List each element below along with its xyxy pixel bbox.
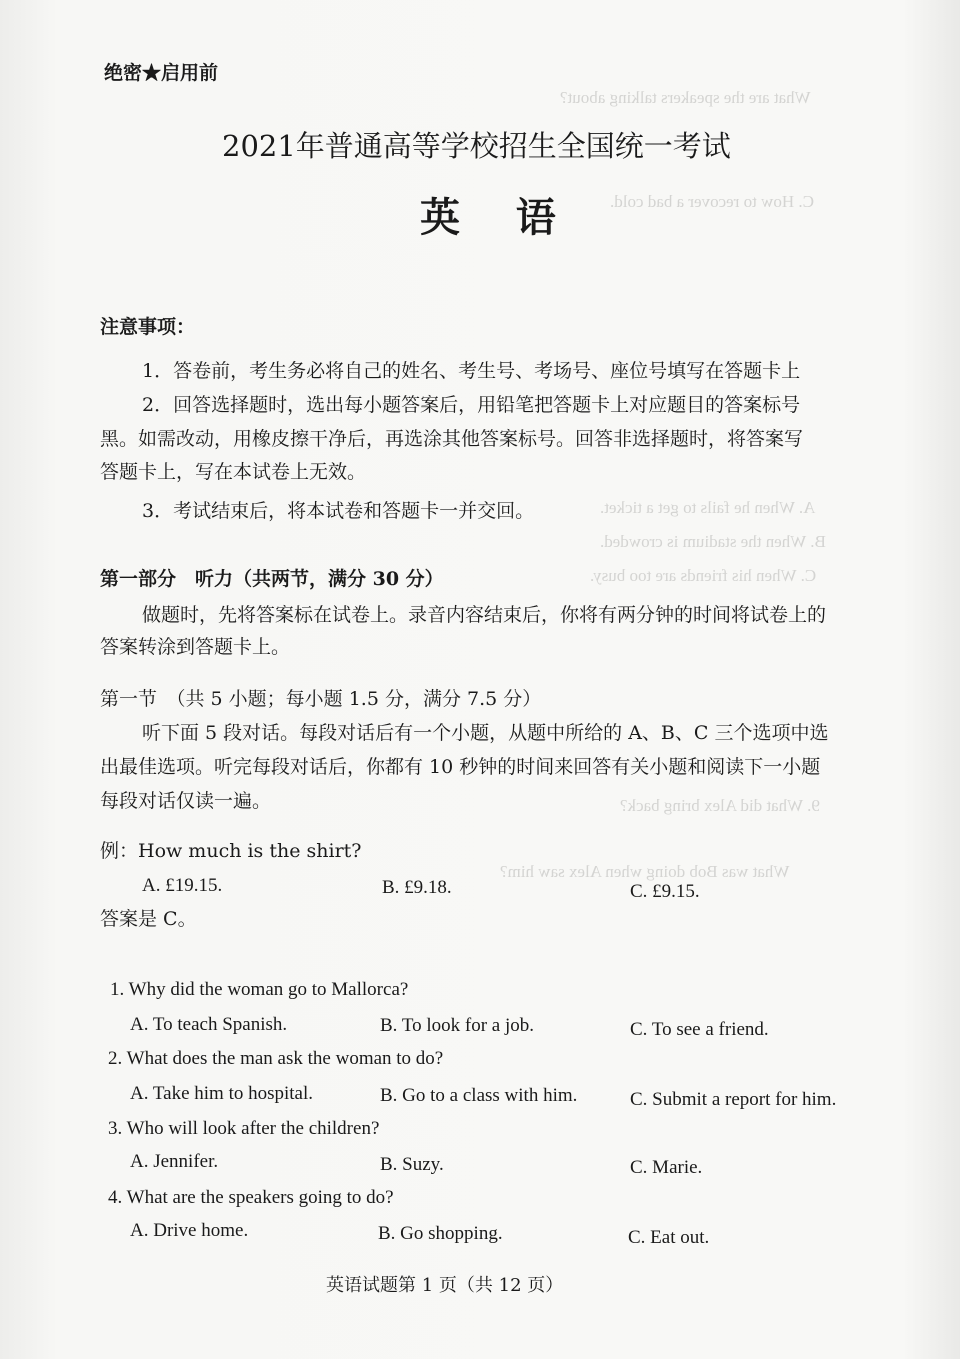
question-option: A. Drive home. <box>130 1220 249 1241</box>
question-text: 2. What does the man ask the woman to do? <box>108 1048 444 1069</box>
question-text: 3. Who will look after the children? <box>108 1118 380 1139</box>
bleed-through-text: B. When the stadium is crowded. <box>600 532 826 551</box>
bleed-through-text: What are the speakers talking about? <box>560 88 811 107</box>
notice-line: 2．回答选择题时，选出每小题答案后，用铅笔把答题卡上对应题目的答案标号 <box>142 394 801 416</box>
part1-intro-line: 做题时，先将答案标在试卷上。录音内容结束后，你将有两分钟的时间将试卷上的 <box>142 604 827 626</box>
question-option: B. Go to a class with him. <box>380 1085 578 1106</box>
bleed-through-text: What was Bob doing when Alex saw him? <box>500 862 790 881</box>
notice-line: 1．答卷前，考生务必将自己的姓名、考生号、考场号、座位号填写在答题卡上 <box>142 360 801 382</box>
bleed-through-text: C. How to recover a bad cold. <box>610 192 814 211</box>
part1-intro-line: 答案转涂到答题卡上。 <box>100 636 291 658</box>
question-option: A. Jennifer. <box>130 1151 219 1172</box>
question-option: B. Suzy. <box>380 1154 444 1175</box>
notice-line: 3．考试结束后，将本试卷和答题卡一并交回。 <box>142 500 535 522</box>
part1-heading: 第一部分 听力（共两节，满分 30 分） <box>100 568 444 590</box>
question-text: 1. Why did the woman go to Mallorca? <box>110 979 409 1000</box>
question-option: C. Submit a report for him. <box>630 1089 837 1110</box>
example-option: B. £9.18. <box>382 877 452 898</box>
question-option: C. To see a friend. <box>630 1019 769 1040</box>
section1-heading: 第一节 （共 5 小题；每小题 1.5 分，满分 7.5 分） <box>100 688 542 710</box>
question-option: A. Take him to hospital. <box>130 1083 314 1104</box>
subject-title: 英 语 <box>420 194 556 241</box>
section1-intro-line: 每段对话仅读一遍。 <box>100 790 272 812</box>
example-option: A. £19.15. <box>142 875 223 896</box>
question-option: C. Marie. <box>630 1157 703 1178</box>
bleed-through-text: A. When he fails to get a ticket. <box>600 498 816 517</box>
example-option: C. £9.15. <box>630 881 700 902</box>
notice-line: 黑。如需改动，用橡皮擦干净后，再选涂其他答案标号。回答非选择题时，将答案写 <box>100 428 804 450</box>
question-option: B. To look for a job. <box>380 1015 535 1036</box>
notice-line: 答题卡上，写在本试卷上无效。 <box>100 461 367 483</box>
bleed-through-text: 9. What did Alex bring back? <box>620 796 820 815</box>
bleed-through-text: C. When his friends are too busy. <box>590 566 817 585</box>
example-question: 例：How much is the shirt? <box>100 840 362 862</box>
question-text: 4. What are the speakers going to do? <box>108 1187 394 1208</box>
notice-heading: 注意事项： <box>100 316 196 338</box>
question-option: B. Go shopping. <box>378 1223 503 1244</box>
example-answer: 答案是 C。 <box>100 908 197 930</box>
question-option: C. Eat out. <box>628 1227 710 1248</box>
confidential-label: 绝密★启用前 <box>104 62 219 84</box>
section1-intro-line: 听下面 5 段对话。每段对话后有一个小题，从题中所给的 A、B、C 三个选项中选 <box>142 722 829 744</box>
question-option: A. To teach Spanish. <box>130 1014 288 1035</box>
exam-title: 2021年普通高等学校招生全国统一考试 <box>222 129 731 163</box>
section1-intro-line: 出最佳选项。听完每段对话后，你都有 10 秒钟的时间来回答有关小题和阅读下一小题 <box>100 756 821 778</box>
page-footer: 英语试题第 1 页（共 12 页） <box>326 1275 564 1296</box>
